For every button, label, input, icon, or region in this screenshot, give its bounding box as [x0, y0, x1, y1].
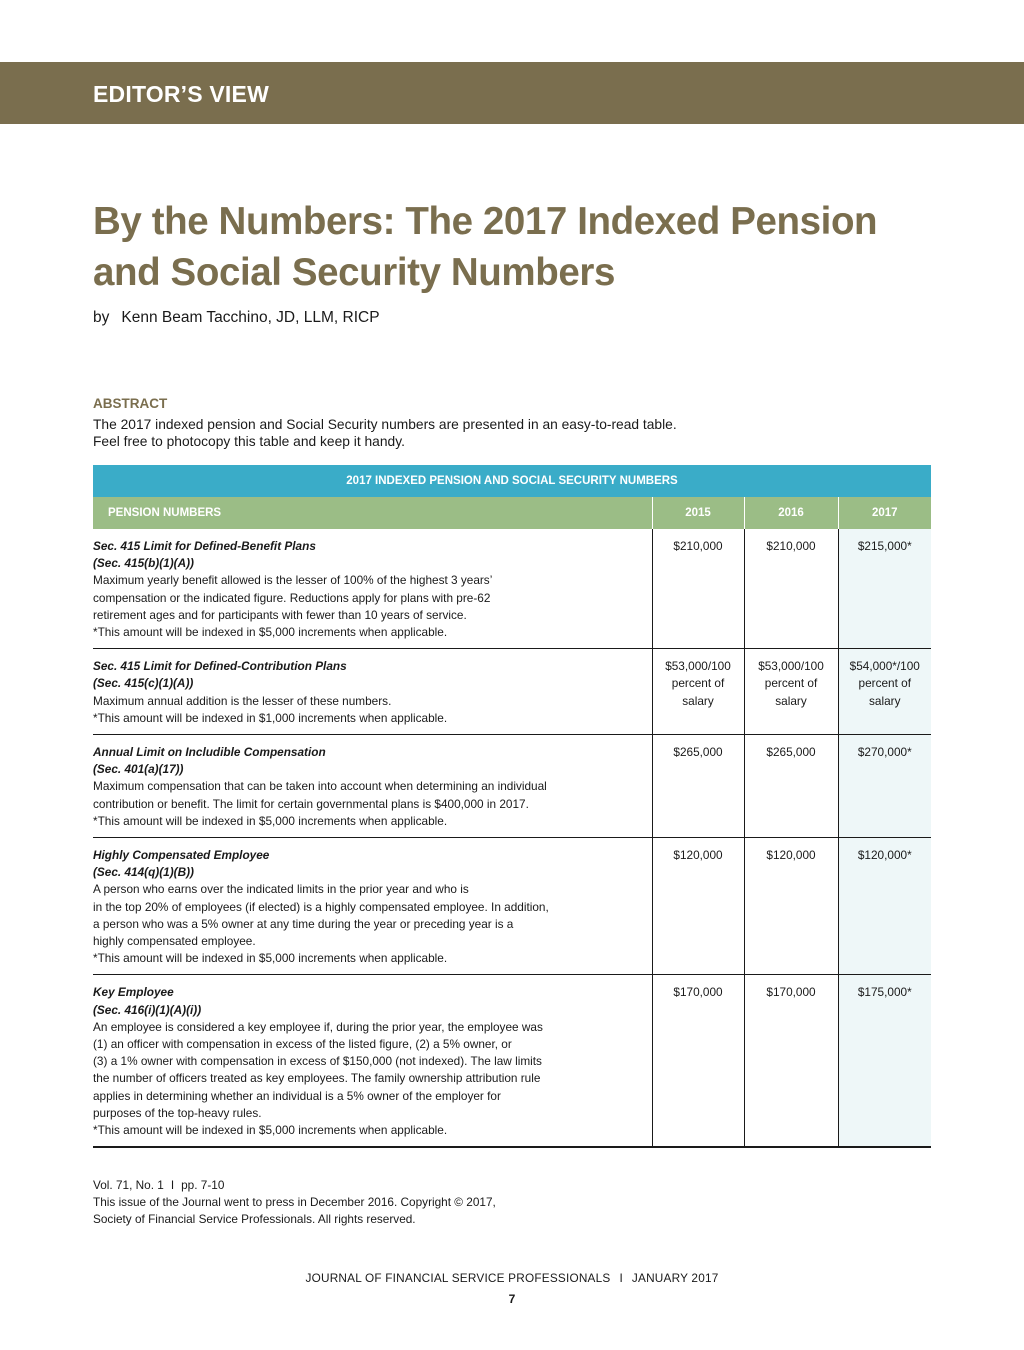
table-row: [93, 649, 931, 735]
row-section: (Sec. 401(a)(17)): [93, 762, 184, 777]
row-section: (Sec. 415(b)(1)(A)): [93, 556, 194, 571]
volume-number: Vol. 71, No. 1: [93, 1178, 164, 1192]
table-row: [93, 838, 931, 975]
value-2016: $210,000: [744, 529, 838, 649]
row-title: Key Employee: [93, 985, 174, 1000]
value-2016: $170,000: [744, 975, 838, 1147]
column-header-2016: 2016: [744, 497, 838, 529]
table-row: [93, 529, 931, 649]
value-2016: $53,000/100 percent of salary: [744, 649, 838, 735]
article-title: By the Numbers: The 2017 Indexed Pension and Social Security Numbers: [93, 200, 878, 294]
row-body: Maximum compensation that can be taken into account when determining an individual contribution or benefit. The limit for certain governmental plans is $400,000 in 2017. *This amount will be indexed in $5,000 increments when applicable.: [93, 779, 547, 828]
value-2016: $265,000: [744, 735, 838, 838]
row-description: [93, 735, 652, 838]
value-2017: $175,000*: [838, 975, 931, 1147]
table-row: [93, 975, 931, 1147]
journal-separator: I: [619, 1271, 623, 1285]
journal-name: JOURNAL OF FINANCIAL SERVICE PROFESSIONALS: [305, 1271, 611, 1285]
abstract-line: Feel free to photocopy this table and keep it handy.: [93, 434, 405, 449]
pension-numbers-table-wrapper: [93, 465, 931, 1148]
column-header-2017: 2017: [838, 497, 931, 529]
copyright-line: Society of Financial Service Professionals. All rights reserved.: [93, 1212, 416, 1227]
value-2015: $170,000: [652, 975, 744, 1147]
volume-line: [93, 1177, 496, 1194]
section-banner: [0, 62, 1024, 124]
table-title: 2017 INDEXED PENSION AND SOCIAL SECURITY NUMBERS: [93, 465, 931, 497]
row-title: Annual Limit on Includible Compensation: [93, 745, 326, 760]
row-section: (Sec. 414(q)(1)(B)): [93, 865, 194, 880]
value-2016: $120,000: [744, 838, 838, 975]
value-2017: $215,000*: [838, 529, 931, 649]
journal-footer: [0, 1271, 1024, 1285]
page-number: 7: [508, 1292, 516, 1306]
publication-info: [93, 1177, 496, 1229]
value-2017: $120,000*: [838, 838, 931, 975]
row-body: Maximum yearly benefit allowed is the lesser of 100% of the highest 3 years’ compensation or the indicated figure. Reductions apply for plans with pre-62 retirement ages and for participants with fewer than 10 years of service. *This amount will be indexed in $5,000 increments when applicable.: [93, 573, 493, 640]
issue-date: JANUARY 2017: [631, 1271, 719, 1285]
value-2017: $54,000*/100 percent of salary: [838, 649, 931, 735]
row-title: Highly Compensated Employee: [93, 848, 270, 863]
volume-separator: I: [170, 1178, 175, 1192]
row-description: [93, 649, 652, 735]
column-header-2015: 2015: [652, 497, 744, 529]
row-description: [93, 838, 652, 975]
row-description: [93, 975, 652, 1147]
row-description: [93, 529, 652, 649]
byline: [93, 309, 380, 327]
abstract-text: [93, 416, 853, 450]
row-section: (Sec. 415(c)(1)(A)): [93, 676, 194, 691]
abstract-line: The 2017 indexed pension and Social Security numbers are presented in an easy-to-read table.: [93, 417, 677, 432]
section-label: EDITOR’S VIEW: [93, 81, 269, 107]
pension-numbers-table: [93, 465, 931, 1148]
row-section: (Sec. 416(i)(1)(A)(i)): [93, 1002, 202, 1017]
value-2017: $270,000*: [838, 735, 931, 838]
row-body: Maximum annual addition is the lesser of these numbers. *This amount will be indexed in $1,000 increments when applicable.: [93, 693, 448, 725]
row-title: Sec. 415 Limit for Defined-Benefit Plans: [93, 539, 316, 553]
row-body: A person who earns over the indicated limits in the prior year and who is in the top 20% of employees (if elected) is a highly compensated employee. In addition, a person who was a 5% owner at any time during the year or preceding year is a highly compensated employee. *This amount will be indexed in $5,000 increments when applicable.: [93, 882, 549, 966]
page-range: pp. 7-10: [181, 1178, 225, 1192]
value-2015: $53,000/100 percent of salary: [652, 649, 744, 735]
value-2015: $120,000: [652, 838, 744, 975]
table-row: [93, 735, 931, 838]
row-body: An employee is considered a key employee if, during the prior year, the employee was (1) an officer with compensation in excess of the listed figure, (2) a 5% owner, or (3) a 1% owner with compensation in excess of $150,000 (not indexed). The law limits the number of officers treated as key employees. The family ownership attribution rule applies in determining whether an individual is a 5% owner of the employer for purposes of the top-heavy rules. *This amount will be indexed in $5,000 increments when applicable.: [93, 1019, 543, 1138]
value-2015: $265,000: [652, 735, 744, 838]
press-line: This issue of the Journal went to press in December 2016. Copyright © 2017,: [93, 1195, 496, 1210]
value-2015: $210,000: [652, 529, 744, 649]
column-header-pension-numbers: PENSION NUMBERS: [93, 497, 652, 529]
row-title: Sec. 415 Limit for Defined-Contribution Plans: [93, 659, 347, 674]
by-label: by: [93, 309, 110, 326]
abstract-heading: ABSTRACT: [93, 396, 168, 411]
author-name: Kenn Beam Tacchino, JD, LLM, RICP: [121, 309, 380, 326]
